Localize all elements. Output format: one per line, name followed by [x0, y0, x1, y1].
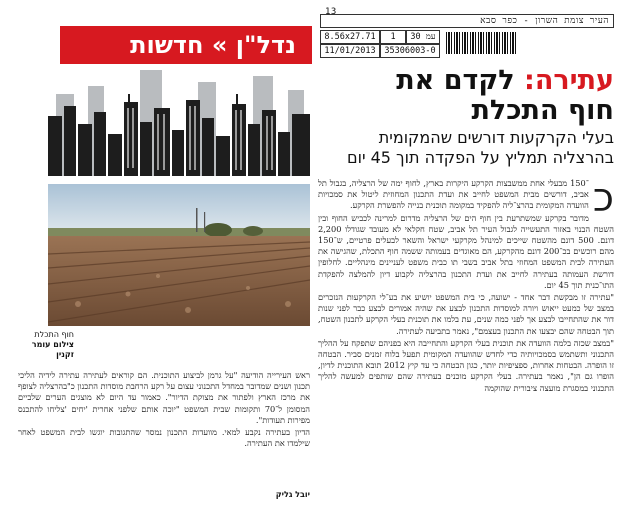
photo-caption [18, 330, 74, 360]
masthead-section: חדשות [130, 31, 204, 59]
masthead-text [130, 31, 296, 59]
caption-title: חוף התכלת [34, 330, 74, 339]
clip-cell-code: 35306003-0 [380, 44, 440, 58]
field-photo [48, 184, 310, 326]
caption-credit: צילום עומר זקנין [31, 340, 74, 359]
clipping-cells [320, 30, 440, 58]
masthead-arrows: » [211, 31, 228, 59]
city-skyline-illustration [48, 64, 310, 176]
clip-cell-date: 11/01/2013 [320, 44, 380, 58]
clip-cell-page: עמ 30 [406, 30, 440, 44]
article-paragraph: ראש העירייה הודיעה "על גרמן לביצוע התוכנית. הם קוראים לעתירה עתירה לידיה הליכי תכנון ושנים שמדובר במחדל התכנוני עצום על רקע הרחבת מוסדות התכנון כ"בהרצליה לצופף את מרכז הארץ ולפתור את מצוקת הדיור". כאמור עד היום לא מוצגים הערים שלביים המסומן ל־70 ותקומות שבית המשפט "יוכה אותם שלפני אחרית 'יחים 'צליחו להתכנס מפירות תעודות". [18, 370, 310, 425]
masthead-brand: נדל"ן [235, 31, 296, 59]
headline-line2: חוף התכלת [471, 95, 614, 126]
publication-line: העיר צומת השרון - כפר סבא 13 [320, 14, 614, 28]
section-masthead [60, 26, 312, 64]
headline-red-part: עתירה: [524, 65, 614, 96]
barcode-icon [446, 32, 516, 54]
clip-cell-count: 1 [380, 30, 406, 44]
article-paragraph: הדיון בעתירה נקבע למאי. מוועדות התכנון נמסר שהתגובות יוגשו לבית המשפט לאחר שילמדו את העתירה. [18, 427, 310, 449]
clip-cell-size: 8.56x27.71 [320, 30, 380, 44]
article-paragraph: כ ־150 מבעלי אחת ממשבצות הקרקע היקרות בארץ, לחוף ימה של הרצליה, בגבול תל אביב, דורשים מבית המשפט לחייב את ועדת התכנון המחוזית ליטול את סמכויות הוועדה המקומית בהרצ־ליה להפקיד במקומה תוכנית בנייה להפשרת הקרקע. [318, 178, 614, 221]
article-body-left [18, 370, 310, 488]
article-paragraph: מדובר בקרקע שמשתרעת בין חוף הים של הרצליה מדרום למרינה לכביש החוף ובין השטח הבנוי באזור התעשייה לגבול העיר תל אביב, שטח חקלאי לא מעובד שגודלו 2,200 דונם. 500 דונם מהשטח שייכים למינהל מקרקעי ישראל והשאר לבעלים פרטיים, ש־150 מהם רוכשים בכ־200 דונם מהקרקע, הם מאוגדים בעמותה ששמה חוף התכלת, שהגישה את העתירה לבית המשפט המחוזי בתל אביב בשבי תו כבית משפט לעניינים מינהליים. לחלופין דורשת העמותה בעתירה לחייב את ועדת התכנון בהרצליה לקבוע דיון להמלצה להפקדת התו־כנית תוך 45 יום. [318, 212, 614, 290]
headline-line1: לקדם את [396, 65, 515, 96]
article-body-right [318, 178, 614, 502]
byline: יובל גליק [275, 490, 310, 499]
subheadline: בעלי הקרקעות דורשים שהמקומית בהרצליה תמליץ על הפקדה תוך 45 יום [346, 128, 614, 167]
article-paragraph: "עתירה זו מבקשת דבר אחד - ישועה, כי בית המשפט יושיע את בע־לי הקרקעות הנזכרים במצב של כמעט ייאוש ויורה למוסדות התכנון לבצע את שהיה אמורים לבצע כבר לפני שנות דור את שהתחייבו לבצע אך לפני כמה שנים, עת בלמו את תוכנית בעלי הקרקע לתכנון השטח, תוך הבטחה שהם יבצעו את התכנון בעצמם", נאמר בתביעה לעתירה. [318, 292, 614, 336]
clipping-ref-number: 13 [325, 7, 337, 17]
headline [318, 66, 614, 126]
dropcap: כ [592, 178, 614, 221]
article-paragraph: "במצב שכזה בלמה הוועדה את תוכנית בעלי הקרקע והתחייבה היא בפניהם שתפקח על ההליך התכנוני ותשתמש בסמכויותיה כדי לחדש שהוועדה המקומית תפעל בלוח זמנים סביר. הבטחה זו הופרה. הבטחות אחרות, ספציפיות יותר, כגון הבטחה כי עד קיץ 2012 תובא התוכנית לדיון, הופרו גם הן", נאמר בעתירה. בעלי הקרקע מוכנים בעתירה שהם שותפים למעשה להליך התכנוני במסגרת מועצה ציבורית שהוקמה [318, 337, 614, 393]
clipping-header [320, 7, 614, 60]
